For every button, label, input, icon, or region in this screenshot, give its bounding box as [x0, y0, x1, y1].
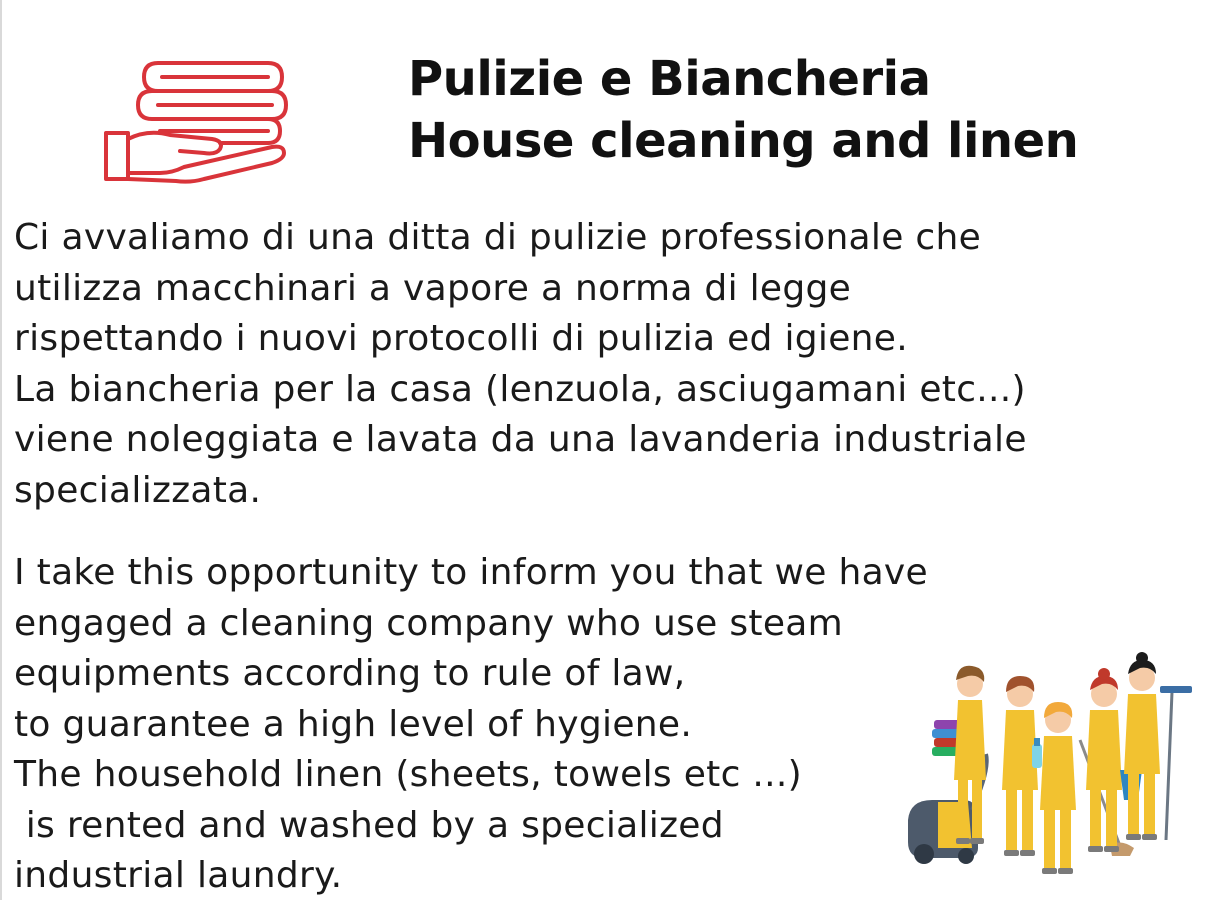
title-english: House cleaning and linen [408, 113, 1079, 169]
worker-figure [1124, 652, 1192, 840]
paragraph-line: La biancheria per la casa (lenzuola, asciugamani etc...) [14, 368, 1026, 410]
paragraph-italian [14, 213, 1027, 516]
paragraph-line: specializzata. [14, 469, 262, 511]
page-title [408, 48, 1078, 172]
cleaning-staff-illustration [898, 650, 1198, 890]
paragraph-line: engaged a cleaning company who use steam [14, 602, 844, 644]
paragraph-line: to guarantee a high level of hygiene. [14, 703, 693, 745]
paragraph-line: utilizza macchinari a vapore a norma di legge [14, 267, 852, 309]
paragraph-english [14, 548, 928, 902]
paragraph-line: viene noleggiata e lavata da una lavanderia industriale [14, 419, 1027, 460]
title-italian: Pulizie e Biancheria [408, 51, 931, 107]
paragraph-line: rispettando i nuovi protocolli di pulizia ed igiene. [14, 318, 908, 359]
paragraph-line: industrial laundry. [14, 855, 343, 896]
paragraph-line: I take this opportunity to inform you that we have [14, 552, 928, 593]
paragraph-line: is rented and washed by a specialized [14, 804, 724, 846]
paragraph-line: The household linen (sheets, towels etc ...) [14, 754, 803, 795]
worker-figure [1002, 676, 1042, 856]
page-left-border [0, 0, 2, 900]
linen-hand-icon [100, 55, 290, 185]
paragraph-line: equipments according to rule of law, [14, 653, 686, 694]
paragraph-line: Ci avvaliamo di una ditta di pulizie professionale che [14, 217, 982, 258]
